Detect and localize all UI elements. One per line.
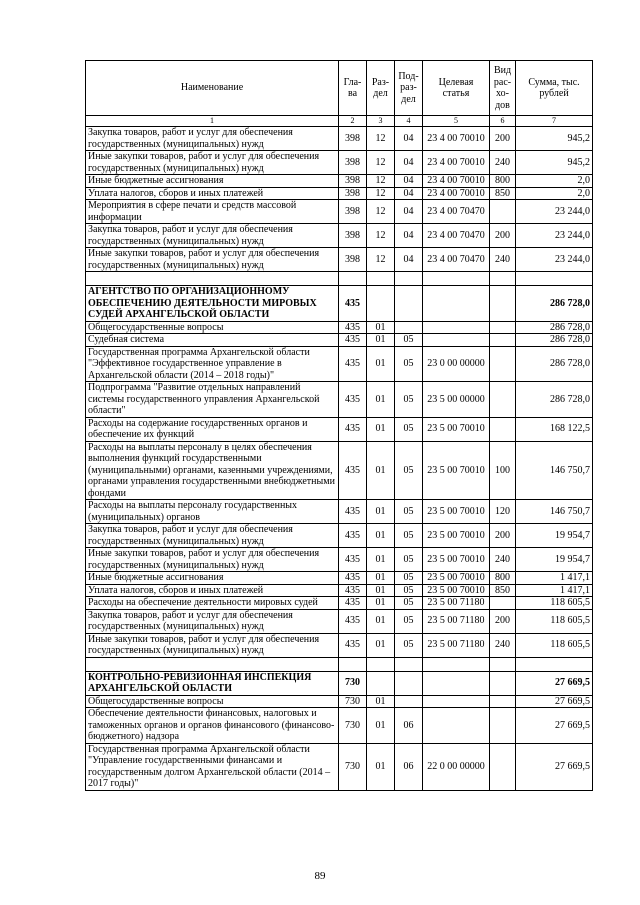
chapter-code: 398: [339, 175, 367, 188]
empty-cell: [516, 657, 593, 671]
subsection-code: 05: [395, 609, 423, 633]
amount-value: 286 728,0: [516, 321, 593, 334]
subsection-code: 05: [395, 441, 423, 500]
chapter-code: 435: [339, 633, 367, 657]
empty-cell: [423, 657, 490, 671]
col-header-chapter: Гла-ва: [339, 61, 367, 116]
section-code: 01: [367, 633, 395, 657]
budget-table: [85, 60, 593, 791]
col-header-expense-type: Вид рас-хо-дов: [490, 61, 516, 116]
target-article: 23 5 00 71180: [423, 609, 490, 633]
subsection-code: 05: [395, 584, 423, 597]
target-article: 23 5 00 70010: [423, 548, 490, 572]
chapter-code: 435: [339, 321, 367, 334]
section-code: 01: [367, 441, 395, 500]
amount-value: 286 728,0: [516, 286, 593, 322]
expense-type-code: [490, 382, 516, 418]
table-row: [86, 382, 593, 418]
subsection-code: 04: [395, 127, 423, 151]
column-number: 3: [367, 116, 395, 127]
row-name: Расходы на обеспечение деятельности мировых судей: [86, 597, 339, 610]
expense-type-code: 200: [490, 524, 516, 548]
col-header-target: Целевая статья: [423, 61, 490, 116]
expense-type-code: 240: [490, 633, 516, 657]
row-name: АГЕНТСТВО ПО ОРГАНИЗАЦИОННОМУ ОБЕСПЕЧЕНИЮ ДЕЯТЕЛЬНОСТИ МИРОВЫХ СУДЕЙ АРХАНГЕЛЬСКОЙ ОБЛАСТИ: [86, 286, 339, 322]
chapter-code: 435: [339, 334, 367, 347]
spacer-row: [86, 657, 593, 671]
amount-value: 146 750,7: [516, 441, 593, 500]
row-name: Обеспечение деятельности финансовых, налоговых и таможенных органов и органов финансового (финансово-бюджетного) надзора: [86, 708, 339, 744]
section-code: [367, 671, 395, 695]
expense-type-code: 200: [490, 609, 516, 633]
chapter-code: 435: [339, 382, 367, 418]
row-name: Подпрограмма "Развитие отдельных направлений системы государственного управления Архангельской области": [86, 382, 339, 418]
table-row: [86, 695, 593, 708]
row-name: Закупка товаров, работ и услуг для обеспечения государственных (муниципальных) нужд: [86, 127, 339, 151]
subsection-code: [395, 321, 423, 334]
expense-type-code: [490, 334, 516, 347]
chapter-code: 398: [339, 151, 367, 175]
section-code: 12: [367, 200, 395, 224]
row-name: Судебная система: [86, 334, 339, 347]
amount-value: 27 669,5: [516, 695, 593, 708]
section-code: 01: [367, 695, 395, 708]
chapter-code: 730: [339, 695, 367, 708]
amount-value: 27 669,5: [516, 708, 593, 744]
amount-value: 2,0: [516, 187, 593, 200]
chapter-code: 730: [339, 708, 367, 744]
empty-cell: [423, 272, 490, 286]
empty-cell: [86, 272, 339, 286]
target-article: [423, 695, 490, 708]
subsection-code: 04: [395, 200, 423, 224]
expense-type-code: 120: [490, 500, 516, 524]
expense-type-code: 800: [490, 572, 516, 585]
table-row: [86, 321, 593, 334]
table-row: [86, 334, 593, 347]
table-row: [86, 346, 593, 382]
subsection-code: [395, 695, 423, 708]
amount-value: 27 669,5: [516, 671, 593, 695]
subsection-code: 04: [395, 151, 423, 175]
subsection-code: 05: [395, 548, 423, 572]
section-code: 01: [367, 524, 395, 548]
section-code: 01: [367, 417, 395, 441]
amount-value: 23 244,0: [516, 224, 593, 248]
amount-value: 146 750,7: [516, 500, 593, 524]
row-name: Иные бюджетные ассигнования: [86, 175, 339, 188]
target-article: 23 4 00 70010: [423, 151, 490, 175]
row-name: Закупка товаров, работ и услуг для обеспечения государственных (муниципальных) нужд: [86, 524, 339, 548]
subsection-code: 06: [395, 743, 423, 790]
chapter-code: 435: [339, 609, 367, 633]
expense-type-code: 800: [490, 175, 516, 188]
amount-value: 2,0: [516, 175, 593, 188]
chapter-code: 398: [339, 224, 367, 248]
amount-value: 1 417,1: [516, 584, 593, 597]
expense-type-code: 850: [490, 187, 516, 200]
target-article: [423, 334, 490, 347]
subsection-code: 05: [395, 500, 423, 524]
amount-value: 19 954,7: [516, 524, 593, 548]
empty-cell: [367, 657, 395, 671]
expense-type-code: [490, 708, 516, 744]
row-name: Расходы на содержание государственных органов и обеспечение их функций: [86, 417, 339, 441]
table-row: [86, 609, 593, 633]
chapter-code: 398: [339, 248, 367, 272]
amount-value: 286 728,0: [516, 346, 593, 382]
expense-type-code: 240: [490, 548, 516, 572]
table-row: [86, 200, 593, 224]
chapter-code: 398: [339, 187, 367, 200]
row-name: Общегосударственные вопросы: [86, 321, 339, 334]
row-name: Расходы на выплаты персоналу в целях обеспечения выполнения функций государственными (муниципальными) органами, казенными учреждениями, органами управления государственными внебюджетными фондами: [86, 441, 339, 500]
empty-cell: [395, 657, 423, 671]
section-code: 12: [367, 175, 395, 188]
subsection-code: 05: [395, 633, 423, 657]
table-row: [86, 175, 593, 188]
table-body: [86, 127, 593, 791]
section-code: [367, 286, 395, 322]
row-name: Государственная программа Архангельской области "Управление государственными финансами и государственным долгом Архангельской области (2014 – 2017 годы)": [86, 743, 339, 790]
amount-value: 118 605,5: [516, 597, 593, 610]
target-article: 23 4 00 70010: [423, 127, 490, 151]
column-number: 7: [516, 116, 593, 127]
row-name: Уплата налогов, сборов и иных платежей: [86, 187, 339, 200]
table-row: [86, 597, 593, 610]
table-row: [86, 572, 593, 585]
subsection-code: 06: [395, 708, 423, 744]
row-name: КОНТРОЛЬНО-РЕВИЗИОННАЯ ИНСПЕКЦИЯ АРХАНГЕЛЬСКОЙ ОБЛАСТИ: [86, 671, 339, 695]
chapter-code: 435: [339, 346, 367, 382]
target-article: 23 4 00 70010: [423, 187, 490, 200]
target-article: 23 4 00 70470: [423, 248, 490, 272]
subsection-code: [395, 671, 423, 695]
empty-cell: [490, 272, 516, 286]
table-row: [86, 151, 593, 175]
table-row: [86, 584, 593, 597]
empty-cell: [395, 272, 423, 286]
col-header-section: Раз-дел: [367, 61, 395, 116]
column-number: 1: [86, 116, 339, 127]
section-code: 12: [367, 127, 395, 151]
chapter-code: 730: [339, 671, 367, 695]
row-name: Государственная программа Архангельской области "Эффективное государственное управление в Архангельской области (2014 – 2018 годы)": [86, 346, 339, 382]
chapter-code: 435: [339, 286, 367, 322]
section-code: 01: [367, 609, 395, 633]
section-code: 01: [367, 382, 395, 418]
agency-row: [86, 286, 593, 322]
chapter-code: 398: [339, 127, 367, 151]
row-name: Иные закупки товаров, работ и услуг для обеспечения государственных (муниципальных) нужд: [86, 151, 339, 175]
row-name: Иные бюджетные ассигнования: [86, 572, 339, 585]
expense-type-code: 240: [490, 151, 516, 175]
section-code: 01: [367, 334, 395, 347]
empty-cell: [86, 657, 339, 671]
table-row: [86, 187, 593, 200]
target-article: [423, 671, 490, 695]
row-name: Иные закупки товаров, работ и услуг для обеспечения государственных (муниципальных) нужд: [86, 248, 339, 272]
table-row: [86, 500, 593, 524]
page-number: 89: [314, 870, 326, 882]
section-code: 01: [367, 346, 395, 382]
table-row: [86, 633, 593, 657]
subsection-code: 05: [395, 334, 423, 347]
subsection-code: 04: [395, 175, 423, 188]
section-code: 01: [367, 597, 395, 610]
section-code: 01: [367, 321, 395, 334]
row-name: Расходы на выплаты персоналу государственных (муниципальных) органов: [86, 500, 339, 524]
row-name: Закупка товаров, работ и услуг для обеспечения государственных (муниципальных) нужд: [86, 609, 339, 633]
target-article: [423, 708, 490, 744]
amount-value: 23 244,0: [516, 200, 593, 224]
subsection-code: 05: [395, 572, 423, 585]
empty-cell: [367, 272, 395, 286]
chapter-code: 435: [339, 441, 367, 500]
amount-value: 23 244,0: [516, 248, 593, 272]
subsection-code: 04: [395, 224, 423, 248]
amount-value: 286 728,0: [516, 334, 593, 347]
subsection-code: 05: [395, 346, 423, 382]
expense-type-code: [490, 671, 516, 695]
col-header-subsection: Под-раз-дел: [395, 61, 423, 116]
chapter-code: 435: [339, 417, 367, 441]
row-name: Иные закупки товаров, работ и услуг для обеспечения государственных (муниципальных) нужд: [86, 548, 339, 572]
expense-type-code: [490, 346, 516, 382]
row-name: Закупка товаров, работ и услуг для обеспечения государственных (муниципальных) нужд: [86, 224, 339, 248]
expense-type-code: 850: [490, 584, 516, 597]
expense-type-code: 200: [490, 127, 516, 151]
amount-value: 118 605,5: [516, 609, 593, 633]
chapter-code: 435: [339, 524, 367, 548]
subsection-code: 05: [395, 524, 423, 548]
table-row: [86, 708, 593, 744]
section-code: 01: [367, 548, 395, 572]
column-number: 4: [395, 116, 423, 127]
chapter-code: 435: [339, 572, 367, 585]
target-article: 23 4 00 70470: [423, 224, 490, 248]
target-article: 23 5 00 71180: [423, 597, 490, 610]
empty-cell: [339, 657, 367, 671]
target-article: 23 0 00 00000: [423, 346, 490, 382]
col-header-amount: Сумма, тыс. рублей: [516, 61, 593, 116]
expense-type-code: 240: [490, 248, 516, 272]
column-number: 6: [490, 116, 516, 127]
row-name: Общегосударственные вопросы: [86, 695, 339, 708]
target-article: [423, 321, 490, 334]
target-article: 22 0 00 00000: [423, 743, 490, 790]
expense-type-code: 200: [490, 224, 516, 248]
target-article: 23 5 00 70010: [423, 572, 490, 585]
empty-cell: [339, 272, 367, 286]
column-number: 5: [423, 116, 490, 127]
section-code: 12: [367, 187, 395, 200]
table-row: [86, 441, 593, 500]
subsection-code: 04: [395, 248, 423, 272]
expense-type-code: [490, 286, 516, 322]
amount-value: 286 728,0: [516, 382, 593, 418]
table-row: [86, 548, 593, 572]
section-code: 12: [367, 248, 395, 272]
section-code: 01: [367, 572, 395, 585]
expense-type-code: [490, 597, 516, 610]
expense-type-code: [490, 743, 516, 790]
subsection-code: 05: [395, 417, 423, 441]
section-code: 01: [367, 500, 395, 524]
chapter-code: 435: [339, 597, 367, 610]
row-name: Уплата налогов, сборов и иных платежей: [86, 584, 339, 597]
amount-value: 945,2: [516, 151, 593, 175]
chapter-code: 435: [339, 548, 367, 572]
section-code: 01: [367, 743, 395, 790]
amount-value: 1 417,1: [516, 572, 593, 585]
table-row: [86, 743, 593, 790]
amount-value: 168 122,5: [516, 417, 593, 441]
expense-type-code: 100: [490, 441, 516, 500]
column-number-row: [86, 116, 593, 127]
target-article: 23 5 00 00000: [423, 382, 490, 418]
row-name: Иные закупки товаров, работ и услуг для обеспечения государственных (муниципальных) нужд: [86, 633, 339, 657]
amount-value: 945,2: [516, 127, 593, 151]
expense-type-code: [490, 200, 516, 224]
amount-value: 27 669,5: [516, 743, 593, 790]
header-row: [86, 61, 593, 116]
column-number: 2: [339, 116, 367, 127]
chapter-code: 435: [339, 584, 367, 597]
spacer-row: [86, 272, 593, 286]
subsection-code: 04: [395, 187, 423, 200]
chapter-code: 435: [339, 500, 367, 524]
subsection-code: 05: [395, 382, 423, 418]
target-article: 23 5 00 70010: [423, 500, 490, 524]
target-article: 23 5 00 71180: [423, 633, 490, 657]
target-article: 23 5 00 70010: [423, 524, 490, 548]
chapter-code: 730: [339, 743, 367, 790]
target-article: 23 4 00 70470: [423, 200, 490, 224]
agency-row: [86, 671, 593, 695]
empty-cell: [490, 657, 516, 671]
subsection-code: [395, 286, 423, 322]
target-article: 23 5 00 70010: [423, 441, 490, 500]
expense-type-code: [490, 695, 516, 708]
amount-value: 19 954,7: [516, 548, 593, 572]
table-row: [86, 248, 593, 272]
table-row: [86, 524, 593, 548]
target-article: 23 5 00 70010: [423, 584, 490, 597]
chapter-code: 398: [339, 200, 367, 224]
target-article: 23 4 00 70010: [423, 175, 490, 188]
row-name: Мероприятия в сфере печати и средств массовой информации: [86, 200, 339, 224]
table-row: [86, 417, 593, 441]
section-code: 12: [367, 151, 395, 175]
amount-value: 118 605,5: [516, 633, 593, 657]
expense-type-code: [490, 417, 516, 441]
empty-cell: [516, 272, 593, 286]
table-row: [86, 127, 593, 151]
section-code: 12: [367, 224, 395, 248]
section-code: 01: [367, 708, 395, 744]
col-header-name: Наименование: [86, 61, 339, 116]
expense-type-code: [490, 321, 516, 334]
subsection-code: 05: [395, 597, 423, 610]
target-article: 23 5 00 70010: [423, 417, 490, 441]
target-article: [423, 286, 490, 322]
section-code: 01: [367, 584, 395, 597]
table-row: [86, 224, 593, 248]
